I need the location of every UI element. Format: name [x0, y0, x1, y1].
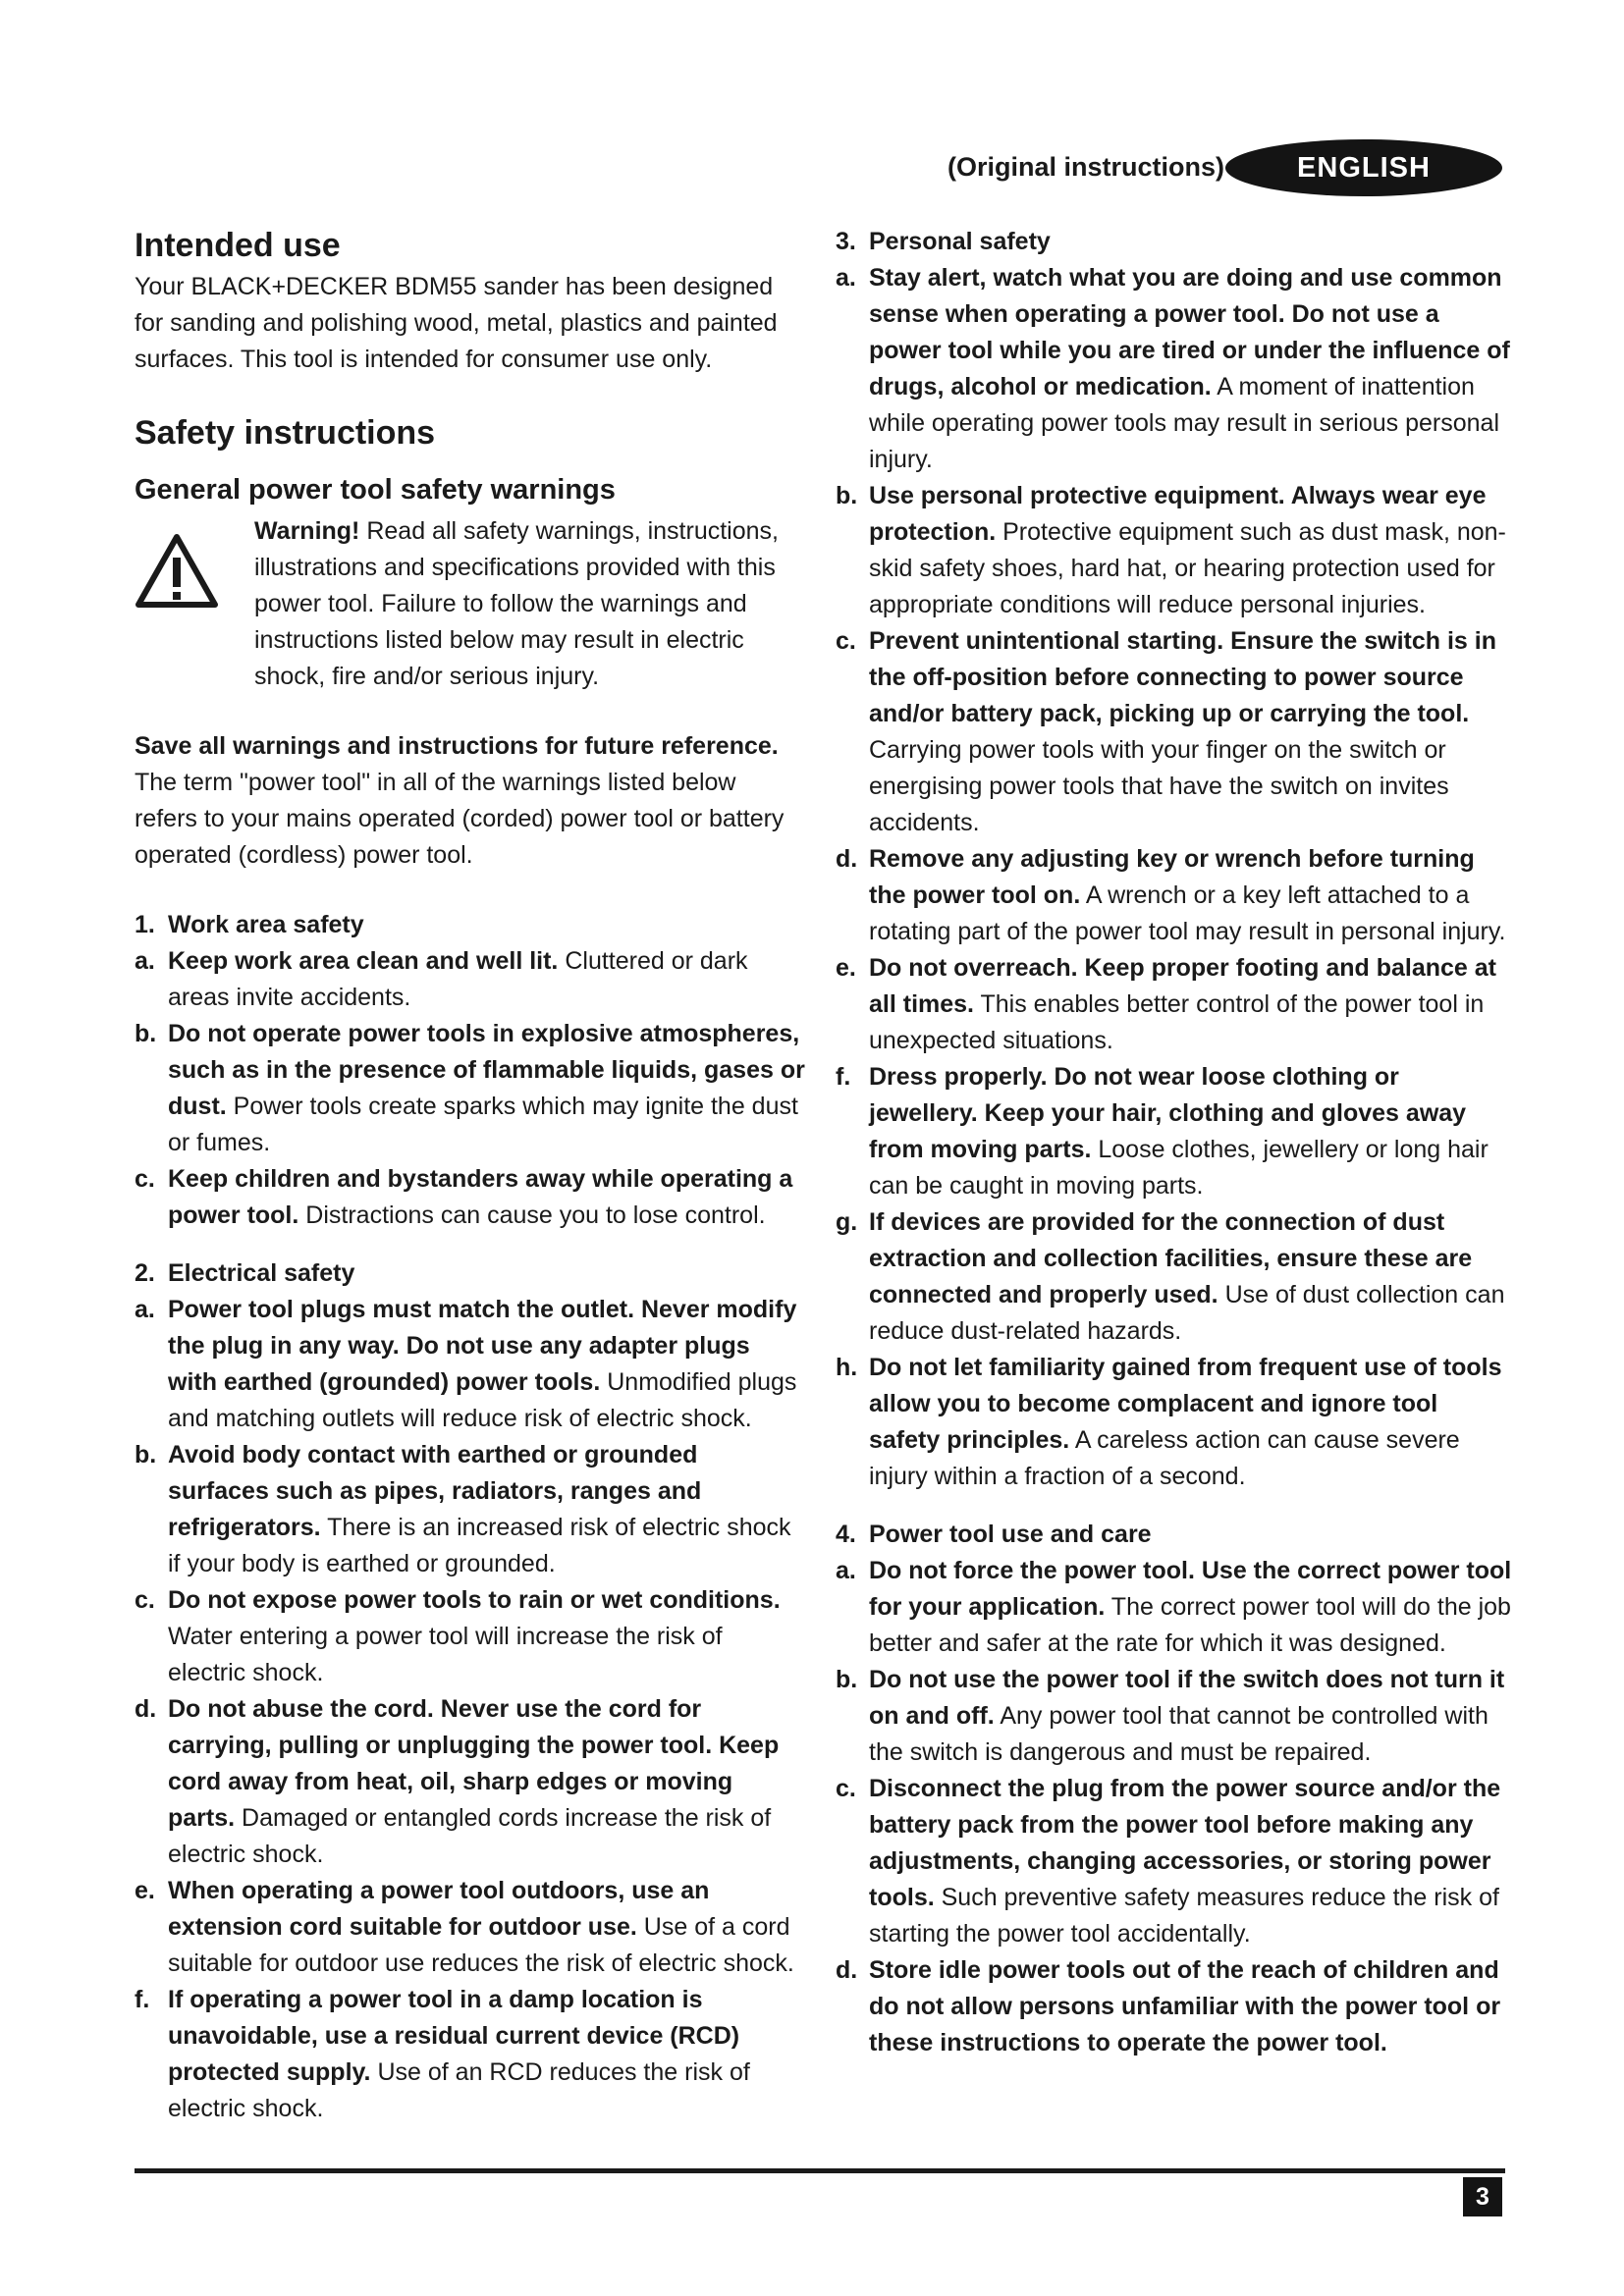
item-text: Loose clothes, jewellery or long hair can be caught in moving parts. — [869, 1136, 1489, 1200]
item-bold-text: Do not let familiarity gained from frequent use of tools allow you to become complacent and ignore tool safety principles. — [869, 1354, 1502, 1454]
item-label: a. — [135, 1296, 155, 1323]
item-label: f. — [135, 1986, 150, 2013]
item-bold-text: If devices are provided for the connection of dust extraction and collection facilities, ensure these are connected and properly used. — [869, 1208, 1473, 1308]
safety-item — [135, 1161, 805, 1234]
item-label: c. — [836, 627, 856, 655]
item-label: e. — [135, 1877, 155, 1904]
section-title-text: Power tool use and care — [869, 1521, 1152, 1548]
item-bold-text: Stay alert, watch what you are doing and use common sense when operating a power tool. Do not use a power tool while you are tired or under the influence of drugs, alcohol or medication. — [869, 264, 1510, 400]
safety-item — [135, 943, 805, 1016]
item-label: b. — [836, 1666, 858, 1693]
section-number: 3. — [836, 228, 856, 255]
section-title — [135, 907, 805, 943]
section-title-text: Work area safety — [168, 911, 364, 938]
item-label: b. — [135, 1020, 157, 1047]
warning-label: Warning! — [254, 517, 360, 545]
item-text: Cluttered or dark areas invite accidents. — [168, 947, 748, 1011]
warning-text: Read all safety warnings, instructions, illustrations and specifications provided with this power tool. Failure to follow the warnings and instructions listed below may result in electric shock, fire and/or serious injury. — [254, 517, 779, 690]
safety-item — [135, 1016, 805, 1161]
item-label: d. — [836, 1956, 858, 1984]
safety-instructions-heading: Safety instructions — [135, 414, 436, 452]
warning-triangle-icon — [135, 513, 254, 695]
section-title-text: Electrical safety — [168, 1259, 355, 1287]
section-title — [836, 224, 1513, 260]
item-text: Carrying power tools with your finger on the switch or energising power tools that have the switch on invites accidents. — [869, 736, 1449, 836]
item-bold-text: Do not operate power tools in explosive atmospheres, such as in the presence of flammable liquids, gases or dust. — [168, 1020, 805, 1120]
safety-item — [135, 1691, 805, 1873]
term-note: The term "power tool" in all of the warnings listed below refers to your mains operated (corded) power tool or battery operated (cordless) power tool. — [135, 769, 785, 869]
section-title — [135, 1255, 805, 1292]
safety-item — [836, 260, 1513, 478]
item-bold-text: Do not use the power tool if the switch does not turn it on and off. — [869, 1666, 1505, 1730]
safety-item — [836, 1662, 1513, 1771]
item-bold-text: Use personal protective equipment. Always wear eye protection. — [869, 482, 1487, 546]
item-bold-text: Power tool plugs must match the outlet. Never modify the plug in any way. Do not use any adapter plugs with earthed (grounded) power tools. — [168, 1296, 797, 1396]
safety-item — [836, 623, 1513, 841]
item-text: A moment of inattention while operating power tools may result in serious personal injury. — [869, 373, 1499, 473]
item-label: a. — [836, 264, 856, 292]
warning-block — [135, 513, 805, 695]
safety-item — [135, 1292, 805, 1437]
safety-item — [836, 1952, 1513, 2061]
footer-rule — [135, 2168, 1505, 2173]
item-text: Such preventive safety measures reduce the risk of starting the power tool accidentally. — [869, 1884, 1499, 1948]
item-text: Use of dust collection can reduce dust-related hazards. — [869, 1281, 1505, 1345]
safety-item — [836, 950, 1513, 1059]
section-title — [836, 1517, 1513, 1553]
item-bold-text: Dress properly. Do not wear loose clothing or jewellery. Keep your hair, clothing and gloves away from moving parts. — [869, 1063, 1467, 1163]
section-title-text: Personal safety — [869, 228, 1051, 255]
section-number: 4. — [836, 1521, 856, 1548]
original-instructions-label: (Original instructions) — [947, 152, 1225, 182]
item-bold-text: Store idle power tools out of the reach of children and do not allow persons unfamiliar with the power tool or these instructions to operate the power tool. — [869, 1956, 1501, 2056]
safety-item — [135, 1873, 805, 1982]
item-text: This enables better control of the power tool in unexpected situations. — [869, 990, 1485, 1054]
item-bold-text: Disconnect the plug from the power source and/or the battery pack from the power tool before making any adjustments, changing accessories, or storing power tools. — [869, 1775, 1501, 1911]
item-text: The correct power tool will do the job better and safer at the rate for which it was designed. — [869, 1593, 1511, 1657]
safety-item — [836, 1771, 1513, 1952]
item-text: Use of a cord suitable for outdoor use reduces the risk of electric shock. — [168, 1913, 794, 1977]
page-number: 3 — [1463, 2177, 1502, 2216]
save-note: Save all warnings and instructions for future reference. — [135, 732, 779, 760]
item-text: A wrench or a key left attached to a rotating part of the power tool may result in personal injury. — [869, 881, 1506, 945]
item-label: c. — [135, 1586, 155, 1614]
item-label: h. — [836, 1354, 858, 1381]
safety-section — [836, 1517, 1513, 2061]
item-bold-text: When operating a power tool outdoors, use an extension cord suitable for outdoor use. — [168, 1877, 710, 1941]
item-label: b. — [836, 482, 858, 509]
safety-item — [836, 1350, 1513, 1495]
item-label: b. — [135, 1441, 157, 1468]
language-badge: ENGLISH — [1225, 139, 1502, 196]
safety-item — [836, 1553, 1513, 1662]
sections-left — [135, 907, 805, 2127]
item-label: d. — [836, 845, 858, 873]
safety-section — [135, 1255, 805, 2127]
safety-item — [836, 1204, 1513, 1350]
item-bold-text: Do not expose power tools to rain or wet conditions. — [168, 1586, 781, 1614]
item-text: Unmodified plugs and matching outlets will reduce risk of electric shock. — [168, 1368, 797, 1432]
safety-item — [135, 1982, 805, 2127]
sections-right — [836, 224, 1513, 2061]
item-label: d. — [135, 1695, 157, 1723]
safety-item — [135, 1582, 805, 1691]
item-text: Any power tool that cannot be controlled with the switch is dangerous and must be repaired. — [869, 1702, 1489, 1766]
item-bold-text: If operating a power tool in a damp location is unavoidable, use a residual current device (RCD) protected supply. — [168, 1986, 740, 2086]
section-number: 1. — [135, 911, 155, 938]
item-text: There is an increased risk of electric shock if your body is earthed or grounded. — [168, 1514, 791, 1577]
left-column — [135, 224, 805, 2127]
intended-use-heading: Intended use — [135, 227, 341, 264]
item-bold-text: Do not overreach. Keep proper footing and balance at all times. — [869, 954, 1496, 1018]
item-text: Protective equipment such as dust mask, non-skid safety shoes, hard hat, or hearing protection used for appropriate conditions will reduce personal injuries. — [869, 518, 1506, 618]
item-label: c. — [836, 1775, 856, 1802]
item-bold-text: Avoid body contact with earthed or grounded surfaces such as pipes, radiators, ranges and refrigerators. — [168, 1441, 702, 1541]
item-bold-text: Do not force the power tool. Use the correct power tool for your application. — [869, 1557, 1512, 1621]
item-text: A careless action can cause severe injury within a fraction of a second. — [869, 1426, 1460, 1490]
right-column — [836, 224, 1513, 2061]
item-label: g. — [836, 1208, 858, 1236]
item-text: Water entering a power tool will increase the risk of electric shock. — [168, 1623, 723, 1686]
item-label: a. — [836, 1557, 856, 1584]
item-text: Power tools create sparks which may ignite the dust or fumes. — [168, 1093, 798, 1156]
item-bold-text: Keep work area clean and well lit. — [168, 947, 559, 975]
item-label: a. — [135, 947, 155, 975]
item-label: f. — [836, 1063, 851, 1091]
item-label: e. — [836, 954, 856, 982]
item-text: Use of an RCD reduces the risk of electric shock. — [168, 2058, 750, 2122]
safety-section — [836, 224, 1513, 1495]
item-bold-text: Remove any adjusting key or wrench before turning the power tool on. — [869, 845, 1475, 909]
safety-item — [836, 841, 1513, 950]
item-text: Damaged or entangled cords increase the risk of electric shock. — [168, 1804, 772, 1868]
item-bold-text: Prevent unintentional starting. Ensure the switch is in the off-position before connecting to power source and/or battery pack, picking up or carrying the tool. — [869, 627, 1496, 727]
section-number: 2. — [135, 1259, 155, 1287]
item-bold-text: Keep children and bystanders away while operating a power tool. — [168, 1165, 793, 1229]
safety-item — [836, 1059, 1513, 1204]
item-bold-text: Do not abuse the cord. Never use the cord for carrying, pulling or unplugging the power tool. Keep cord away from heat, oil, sharp edges or moving parts. — [168, 1695, 780, 1832]
safety-item — [135, 1437, 805, 1582]
intended-use-body: Your BLACK+DECKER BDM55 sander has been designed for sanding and polishing wood, metal, plastics and painted surfaces. This tool is intended for consumer use only. — [135, 273, 778, 373]
item-text: Distractions can cause you to lose control. — [305, 1201, 766, 1229]
general-warnings-heading: General power tool safety warnings — [135, 474, 616, 506]
item-label: c. — [135, 1165, 155, 1193]
safety-item — [836, 478, 1513, 623]
safety-section — [135, 907, 805, 1234]
